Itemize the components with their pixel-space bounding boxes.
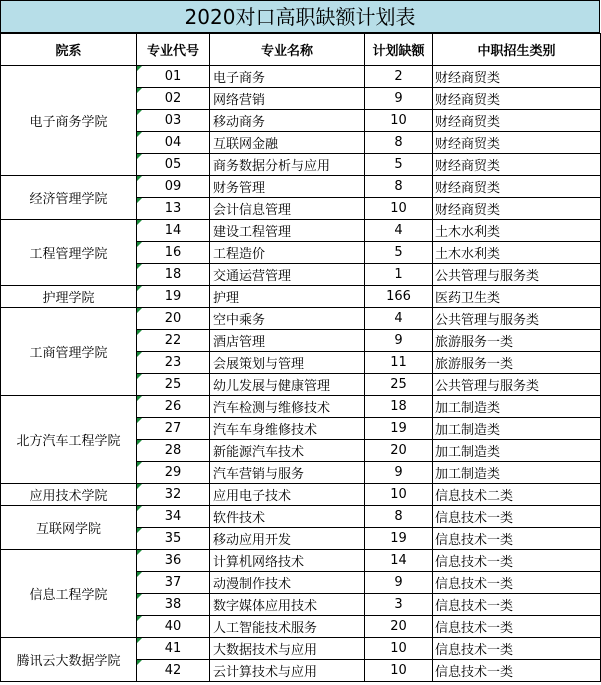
code-cell[interactable] xyxy=(137,330,210,352)
quota-cell[interactable]: 3 xyxy=(365,594,433,616)
code-text: 25 xyxy=(164,377,182,392)
code-text: 41 xyxy=(164,641,182,656)
quota-cell[interactable]: 1 xyxy=(365,264,433,286)
code-cell[interactable] xyxy=(137,176,210,198)
major-name-cell[interactable]: 新能源汽车技术 xyxy=(210,440,365,462)
text-format-marker-icon xyxy=(137,88,142,93)
text-format-marker-icon xyxy=(137,550,142,555)
quota-cell[interactable]: 5 xyxy=(365,154,433,176)
code-text: 38 xyxy=(164,597,182,612)
code-cell[interactable] xyxy=(137,616,210,638)
major-name-cell[interactable]: 移动应用开发 xyxy=(210,528,365,550)
code-cell[interactable] xyxy=(137,396,210,418)
category-cell[interactable]: 信息技术一类 xyxy=(433,506,601,528)
code-cell[interactable] xyxy=(137,638,210,660)
code-text: 09 xyxy=(164,179,182,194)
text-format-marker-icon xyxy=(137,572,142,577)
table-row xyxy=(1,396,601,418)
table-row xyxy=(1,550,601,572)
code-text: 05 xyxy=(164,157,182,172)
category-cell[interactable]: 加工制造类 xyxy=(433,396,601,418)
quota-cell[interactable]: 4 xyxy=(365,308,433,330)
text-format-marker-icon xyxy=(137,506,142,511)
code-cell[interactable] xyxy=(137,462,210,484)
code-cell[interactable] xyxy=(137,220,210,242)
quota-cell[interactable]: 8 xyxy=(365,506,433,528)
header-category[interactable]: 中职招生类别 xyxy=(433,34,601,66)
major-name-cell[interactable]: 工程造价 xyxy=(210,242,365,264)
code-cell[interactable] xyxy=(137,550,210,572)
text-format-marker-icon xyxy=(137,264,142,269)
code-text: 02 xyxy=(164,91,182,106)
table-row xyxy=(1,308,601,330)
code-cell[interactable] xyxy=(137,374,210,396)
header-row xyxy=(1,34,601,66)
major-name-cell[interactable]: 云计算技术与应用 xyxy=(210,660,365,682)
dept-cell[interactable]: 工程管理学院 xyxy=(1,220,137,286)
category-cell[interactable]: 加工制造类 xyxy=(433,418,601,440)
code-cell[interactable] xyxy=(137,440,210,462)
code-cell[interactable] xyxy=(137,154,210,176)
dept-cell[interactable]: 工商管理学院 xyxy=(1,308,137,396)
code-text: 13 xyxy=(164,201,182,216)
code-text: 03 xyxy=(164,113,182,128)
code-text: 40 xyxy=(164,619,182,634)
quota-cell[interactable]: 10 xyxy=(365,110,433,132)
major-name-cell[interactable]: 会展策划与管理 xyxy=(210,352,365,374)
major-name-cell[interactable]: 财务管理 xyxy=(210,176,365,198)
code-cell[interactable] xyxy=(137,88,210,110)
major-name-cell[interactable]: 软件技术 xyxy=(210,506,365,528)
code-text: 35 xyxy=(164,531,182,546)
dept-cell[interactable]: 信息工程学院 xyxy=(1,550,137,638)
quota-table xyxy=(0,33,601,682)
quota-cell[interactable]: 14 xyxy=(365,550,433,572)
code-text: 26 xyxy=(164,399,182,414)
code-cell[interactable] xyxy=(137,352,210,374)
major-name-cell[interactable]: 会计信息管理 xyxy=(210,198,365,220)
code-cell[interactable] xyxy=(137,110,210,132)
code-text: 20 xyxy=(164,311,182,326)
table-row xyxy=(1,176,601,198)
major-name-cell[interactable]: 电子商务 xyxy=(210,66,365,88)
dept-cell[interactable]: 经济管理学院 xyxy=(1,176,137,220)
category-cell[interactable]: 信息技术一类 xyxy=(433,550,601,572)
code-text: 01 xyxy=(164,69,182,84)
dept-cell[interactable]: 互联网学院 xyxy=(1,506,137,550)
category-cell[interactable]: 公共管理与服务类 xyxy=(433,374,601,396)
quota-cell[interactable]: 10 xyxy=(365,638,433,660)
category-cell[interactable]: 财经商贸类 xyxy=(433,132,601,154)
quota-cell[interactable]: 20 xyxy=(365,616,433,638)
table-row xyxy=(1,638,601,660)
major-name-cell[interactable]: 数字媒体应用技术 xyxy=(210,594,365,616)
quota-cell[interactable]: 9 xyxy=(365,572,433,594)
category-cell[interactable]: 旅游服务一类 xyxy=(433,352,601,374)
quota-cell[interactable]: 10 xyxy=(365,660,433,682)
major-name-cell[interactable]: 应用电子技术 xyxy=(210,484,365,506)
code-cell[interactable] xyxy=(137,484,210,506)
code-text: 18 xyxy=(164,267,182,282)
category-cell[interactable]: 信息技术一类 xyxy=(433,594,601,616)
category-cell[interactable]: 加工制造类 xyxy=(433,462,601,484)
code-cell[interactable] xyxy=(137,418,210,440)
quota-cell[interactable]: 9 xyxy=(365,88,433,110)
category-cell[interactable]: 财经商贸类 xyxy=(433,198,601,220)
text-format-marker-icon xyxy=(137,660,142,665)
major-name-cell[interactable]: 幼儿发展与健康管理 xyxy=(210,374,365,396)
text-format-marker-icon xyxy=(137,440,142,445)
table-row xyxy=(1,220,601,242)
quota-cell[interactable]: 8 xyxy=(365,132,433,154)
category-cell[interactable]: 信息技术二类 xyxy=(433,484,601,506)
text-format-marker-icon xyxy=(137,176,142,181)
major-name-cell[interactable]: 空中乘务 xyxy=(210,308,365,330)
major-name-cell[interactable]: 动漫制作技术 xyxy=(210,572,365,594)
code-cell[interactable] xyxy=(137,198,210,220)
code-text: 28 xyxy=(164,443,182,458)
category-cell[interactable]: 公共管理与服务类 xyxy=(433,264,601,286)
text-format-marker-icon xyxy=(137,66,142,71)
major-name-cell[interactable]: 建设工程管理 xyxy=(210,220,365,242)
quota-cell[interactable]: 166 xyxy=(365,286,433,308)
code-text: 19 xyxy=(164,289,182,304)
text-format-marker-icon xyxy=(137,330,142,335)
table-row xyxy=(1,484,601,506)
code-cell[interactable] xyxy=(137,242,210,264)
quota-cell[interactable]: 19 xyxy=(365,528,433,550)
code-text: 42 xyxy=(164,663,182,678)
text-format-marker-icon xyxy=(137,396,142,401)
code-text: 22 xyxy=(164,333,182,348)
quota-cell[interactable]: 11 xyxy=(365,352,433,374)
category-cell[interactable]: 财经商贸类 xyxy=(433,88,601,110)
code-cell[interactable] xyxy=(137,66,210,88)
major-name-cell[interactable]: 人工智能技术服务 xyxy=(210,616,365,638)
code-cell[interactable] xyxy=(137,506,210,528)
code-text: 37 xyxy=(164,575,182,590)
header-name[interactable]: 专业名称 xyxy=(210,34,365,66)
code-text: 04 xyxy=(164,135,182,150)
major-name-cell[interactable]: 大数据技术与应用 xyxy=(210,638,365,660)
quota-cell[interactable]: 5 xyxy=(365,242,433,264)
text-format-marker-icon xyxy=(137,132,142,137)
code-text: 16 xyxy=(164,245,182,260)
major-name-cell[interactable]: 汽车营销与服务 xyxy=(210,462,365,484)
code-text: 27 xyxy=(164,421,182,436)
text-format-marker-icon xyxy=(137,418,142,423)
table-body xyxy=(1,66,601,682)
text-format-marker-icon xyxy=(137,462,142,467)
text-format-marker-icon xyxy=(137,110,142,115)
major-name-cell[interactable]: 交通运营管理 xyxy=(210,264,365,286)
code-text: 32 xyxy=(164,487,182,502)
quota-cell[interactable]: 10 xyxy=(365,198,433,220)
code-text: 36 xyxy=(164,553,182,568)
text-format-marker-icon xyxy=(137,374,142,379)
code-cell[interactable] xyxy=(137,286,210,308)
category-cell[interactable]: 旅游服务一类 xyxy=(433,330,601,352)
code-text: 23 xyxy=(164,355,182,370)
code-cell[interactable] xyxy=(137,264,210,286)
code-cell[interactable] xyxy=(137,594,210,616)
code-text: 34 xyxy=(164,509,182,524)
major-name-cell[interactable]: 商务数据分析与应用 xyxy=(210,154,365,176)
category-cell[interactable]: 土木水利类 xyxy=(433,242,601,264)
category-cell[interactable]: 信息技术一类 xyxy=(433,528,601,550)
header-dept[interactable]: 院系 xyxy=(1,34,137,66)
text-format-marker-icon xyxy=(137,484,142,489)
table-row xyxy=(1,506,601,528)
dept-cell[interactable]: 应用技术学院 xyxy=(1,484,137,506)
dept-cell[interactable]: 北方汽车工程学院 xyxy=(1,396,137,484)
header-quota[interactable]: 计划缺额 xyxy=(365,34,433,66)
category-cell[interactable]: 信息技术一类 xyxy=(433,616,601,638)
quota-cell[interactable]: 18 xyxy=(365,396,433,418)
code-cell[interactable] xyxy=(137,132,210,154)
category-cell[interactable]: 信息技术一类 xyxy=(433,660,601,682)
quota-cell[interactable]: 2 xyxy=(365,66,433,88)
major-name-cell[interactable]: 互联网金融 xyxy=(210,132,365,154)
quota-cell[interactable]: 8 xyxy=(365,176,433,198)
text-format-marker-icon xyxy=(137,242,142,247)
text-format-marker-icon xyxy=(137,616,142,621)
category-cell[interactable]: 土木水利类 xyxy=(433,220,601,242)
category-cell[interactable]: 医药卫生类 xyxy=(433,286,601,308)
major-name-cell[interactable]: 网络营销 xyxy=(210,88,365,110)
table-title: 2020对口高职缺额计划表 xyxy=(0,0,600,33)
text-format-marker-icon xyxy=(137,594,142,599)
quota-cell[interactable]: 20 xyxy=(365,440,433,462)
major-name-cell[interactable]: 汽车车身维修技术 xyxy=(210,418,365,440)
dept-cell[interactable]: 腾讯云大数据学院 xyxy=(1,638,137,682)
table-row xyxy=(1,66,601,88)
major-name-cell[interactable]: 计算机网络技术 xyxy=(210,550,365,572)
category-cell[interactable]: 财经商贸类 xyxy=(433,66,601,88)
text-format-marker-icon xyxy=(137,308,142,313)
table-row xyxy=(1,286,601,308)
category-cell[interactable]: 财经商贸类 xyxy=(433,154,601,176)
category-cell[interactable]: 财经商贸类 xyxy=(433,110,601,132)
major-name-cell[interactable]: 护理 xyxy=(210,286,365,308)
category-cell[interactable]: 信息技术一类 xyxy=(433,572,601,594)
category-cell[interactable]: 信息技术一类 xyxy=(433,638,601,660)
category-cell[interactable]: 公共管理与服务类 xyxy=(433,308,601,330)
code-cell[interactable] xyxy=(137,528,210,550)
text-format-marker-icon xyxy=(137,528,142,533)
major-name-cell[interactable]: 酒店管理 xyxy=(210,330,365,352)
quota-cell[interactable]: 19 xyxy=(365,418,433,440)
text-format-marker-icon xyxy=(137,154,142,159)
code-cell[interactable] xyxy=(137,572,210,594)
quota-cell[interactable]: 9 xyxy=(365,462,433,484)
code-text: 14 xyxy=(164,223,182,238)
text-format-marker-icon xyxy=(137,638,142,643)
code-cell[interactable] xyxy=(137,308,210,330)
text-format-marker-icon xyxy=(137,352,142,357)
quota-cell[interactable]: 25 xyxy=(365,374,433,396)
dept-cell[interactable]: 电子商务学院 xyxy=(1,66,137,176)
header-code[interactable]: 专业代号 xyxy=(137,34,210,66)
quota-cell[interactable]: 9 xyxy=(365,330,433,352)
major-name-cell[interactable]: 汽车检测与维修技术 xyxy=(210,396,365,418)
quota-cell[interactable]: 4 xyxy=(365,220,433,242)
category-cell[interactable]: 财经商贸类 xyxy=(433,176,601,198)
code-cell[interactable] xyxy=(137,660,210,682)
dept-cell[interactable]: 护理学院 xyxy=(1,286,137,308)
quota-cell[interactable]: 10 xyxy=(365,484,433,506)
category-cell[interactable]: 加工制造类 xyxy=(433,440,601,462)
text-format-marker-icon xyxy=(137,220,142,225)
code-text: 29 xyxy=(164,465,182,480)
major-name-cell[interactable]: 移动商务 xyxy=(210,110,365,132)
text-format-marker-icon xyxy=(137,198,142,203)
text-format-marker-icon xyxy=(137,286,142,291)
